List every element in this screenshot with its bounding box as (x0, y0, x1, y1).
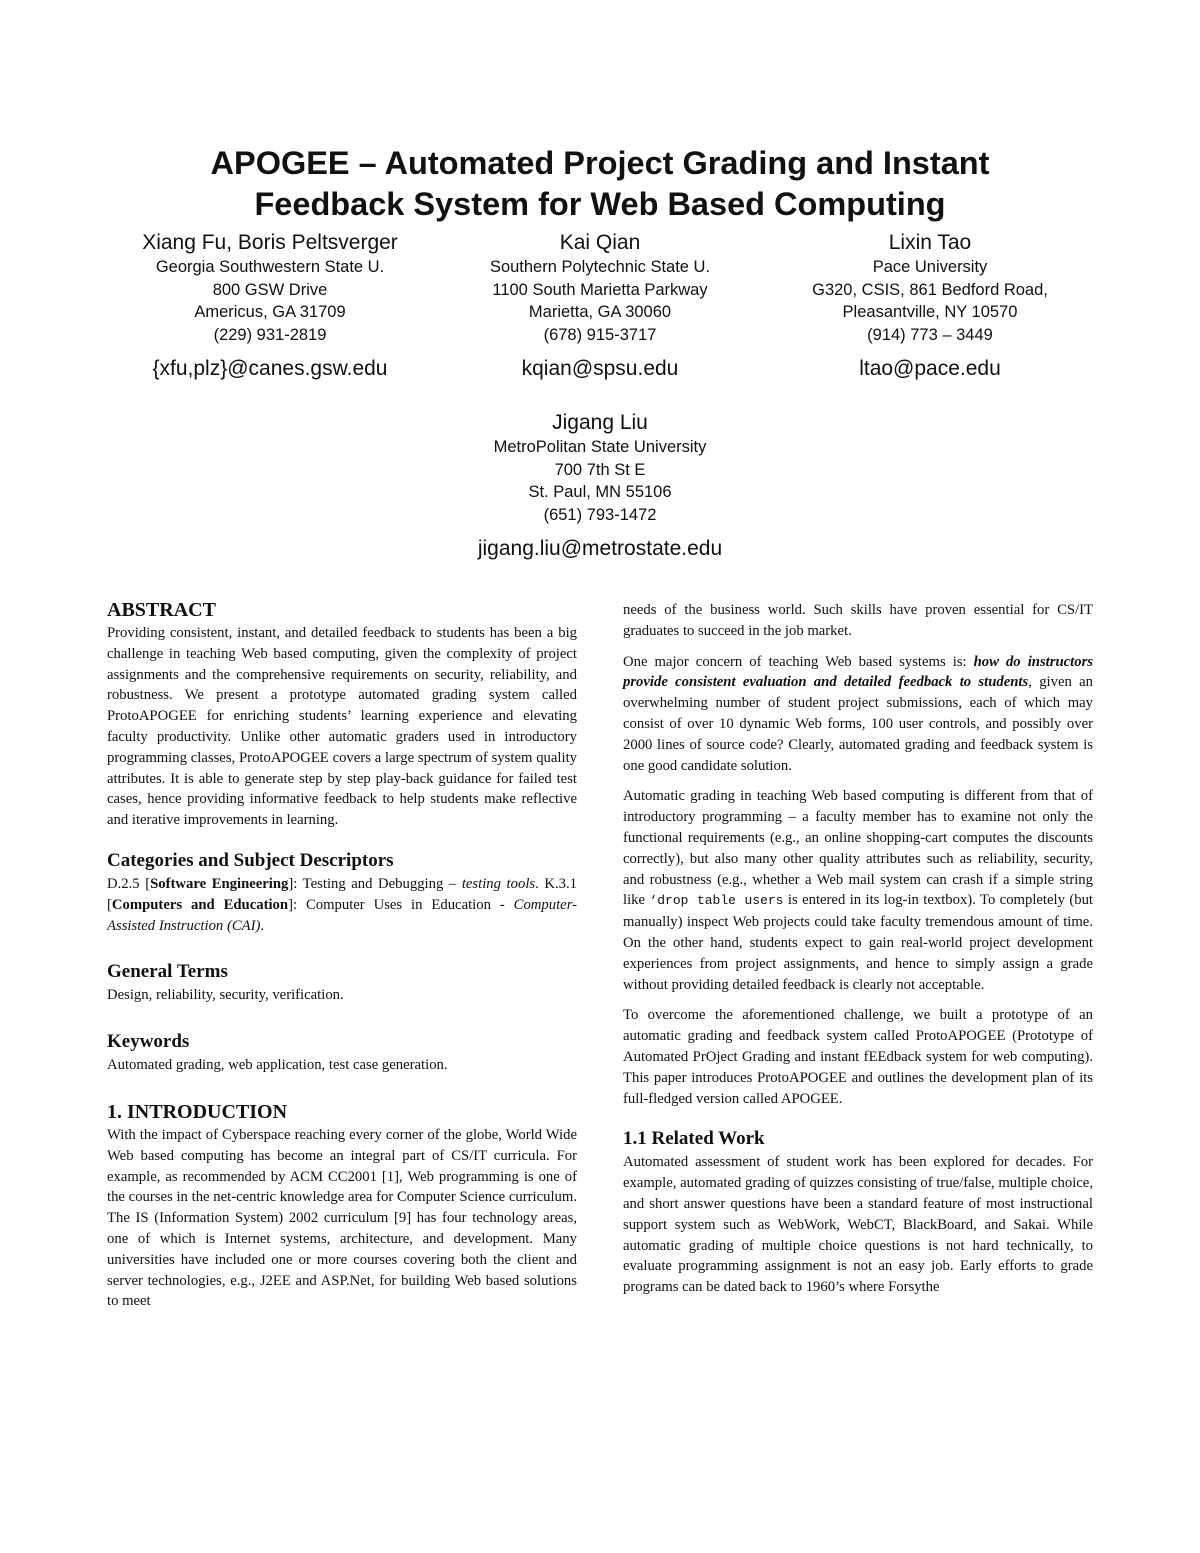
author-name: Kai Qian (559, 231, 641, 254)
author-address-line: Americus, GA 31709 (194, 303, 346, 321)
author-phone: (229) 931-2819 (213, 325, 327, 344)
author-block-fu-peltsverger (120, 230, 420, 382)
author-address-line: Pleasantville, NY 10570 (842, 303, 1018, 321)
author-email: ltao@pace.edu (859, 357, 1001, 380)
author-email: kqian@spsu.edu (521, 357, 679, 380)
introduction-paragraph-2: One major concern of teaching Web based systems is: how do instructors provide consistent evaluation and detailed feedback to students, given an overwhelming number of student project submissions, each of which may consist of over 10 dynamic Web forms, 100 user controls, and possibly over 2000 lines of source code? Clearly, automated grading and feedback system is one good candidate solution. (623, 653, 1093, 774)
author-name: Xiang Fu, Boris Peltsverger (142, 231, 398, 254)
categories-heading: Categories and Subject Descriptors (107, 849, 394, 871)
author-address-line: 800 GSW Drive (212, 280, 328, 299)
left-column (107, 598, 577, 1322)
author-email: jigang.liu@metrostate.edu (477, 537, 723, 560)
author-block-tao (775, 230, 1085, 382)
abstract-heading: ABSTRACT (107, 599, 216, 621)
author-affiliation: Southern Polytechnic State U. (489, 258, 711, 276)
general-terms-text: Design, reliability, security, verification. (107, 987, 344, 1004)
author-phone: (914) 773 – 3449 (867, 325, 993, 344)
author-block-qian (440, 230, 760, 382)
introduction-paragraph-1: With the impact of Cyberspace reaching every corner of the globe, World Wide Web based computing has become an integral part of CS/IT curricula. For example, as recommended by ACM CC2001 [1], Web programming is one of the courses in the net-centric knowledge area for Computer Science curriculum. The IS (Information System) 2002 curriculum [9] has four technology areas, one of which is Internet systems, architecture, and development. Many universities have included one or more courses covering both the client and server technologies, e.g., J2EE and ASP.Net, for building Web based solutions to meet (107, 1126, 577, 1310)
keywords-text: Automated grading, web application, test case generation. (107, 1057, 448, 1074)
author-address-line: St. Paul, MN 55106 (528, 483, 672, 501)
author-phone: (678) 915-3717 (543, 325, 657, 344)
author-address-line: 1100 South Marietta Parkway (492, 280, 708, 299)
keywords-heading: Keywords (107, 1031, 190, 1053)
categories-text: D.2.5 [Software Engineering]: Testing and Debugging – testing tools. K.3.1 [Computers and Education]: Computer Uses in Education - Computer-Assisted Instruction (CAI). (107, 875, 578, 934)
author-affiliation: Georgia Southwestern State U. (155, 258, 385, 276)
author-address-line: 700 7th St E (554, 460, 646, 479)
right-column (623, 600, 1093, 1308)
related-work-heading: 1.1 Related Work (623, 1128, 765, 1150)
author-block-liu (440, 410, 760, 562)
author-phone: (651) 793-1472 (543, 505, 657, 524)
introduction-paragraph-3: Automatic grading in teaching Web based computing is different from that of introductory programming – a faculty member has to examine not only the functional requirements (e.g., an online shopping-cart computes the discounts correctly), but also many other quality attributes such as reliability, security, and robustness (e.g., whether a Web mail system can crash if a simple string like ‘drop table users is entered in its log-in textbox). To completely (but manually) inspect Web projects could take faculty tremendous amount of time. On the other hand, students expect to gain real-world project development experiences from project assignments, and hence to simply assign a grade without providing detailed feedback is clearly not acceptable. (623, 788, 1093, 993)
title-line-1: APOGEE – Automated Project Grading and Instant (210, 145, 990, 181)
title-line-2: Feedback System for Web Based Computing (254, 186, 946, 222)
author-name: Jigang Liu (552, 411, 648, 434)
related-work-text: Automated assessment of student work has been explored for decades. For example, automated grading of quizzes consisting of true/false, multiple choice, and short answer questions have been a standard feature of most instructional support system such as WebWork, WebCT, BlackBoard, and Sakai. While automatic grading of multiple choice questions is not hard technically, to evaluate programming assignment is not an easy job. Early efforts to grade programs can be dated back to 1960’s where Forsythe (623, 1154, 1093, 1296)
introduction-heading: 1. INTRODUCTION (107, 1100, 288, 1123)
author-email: {xfu,plz}@canes.gsw.edu (152, 357, 388, 380)
paper-title (100, 143, 1100, 225)
abstract-text: Providing consistent, instant, and detailed feedback to students has been a big challenge in teaching Web based computing, given the complexity of project assignments and the comprehensive requirements on security, reliability, and robustness. We present a prototype automated grading system called ProtoAPOGEE for enriching students’ learning experience and elevating faculty productivity. Unlike other automatic graders used in introductory programming classes, ProtoAPOGEE covers a large spectrum of system quality attributes. It is able to generate step by step play-back guidance for failed test cases, hence providing informative feedback to help students make reflective and iterative improvements in learning. (107, 625, 577, 829)
introduction-paragraph-1-continued: needs of the business world. Such skills have proven essential for CS/IT graduates to succeed in the job market. (623, 602, 1093, 639)
author-affiliation: Pace University (872, 258, 988, 276)
author-affiliation: MetroPolitan State University (493, 438, 707, 456)
general-terms-heading: General Terms (107, 961, 228, 983)
author-address-line: Marietta, GA 30060 (528, 303, 672, 321)
introduction-paragraph-4: To overcome the aforementioned challenge, we built a prototype of an automatic grading and feedback system called ProtoAPOGEE (Prototype of Automated PrOject Grading and instant fEEdback system for web computing). This paper introduces ProtoAPOGEE and outlines the development plan of its full-fledged version called APOGEE. (623, 1007, 1093, 1107)
author-name: Lixin Tao (888, 231, 972, 254)
author-address-line: G320, CSIS, 861 Bedford Road, (812, 280, 1048, 299)
